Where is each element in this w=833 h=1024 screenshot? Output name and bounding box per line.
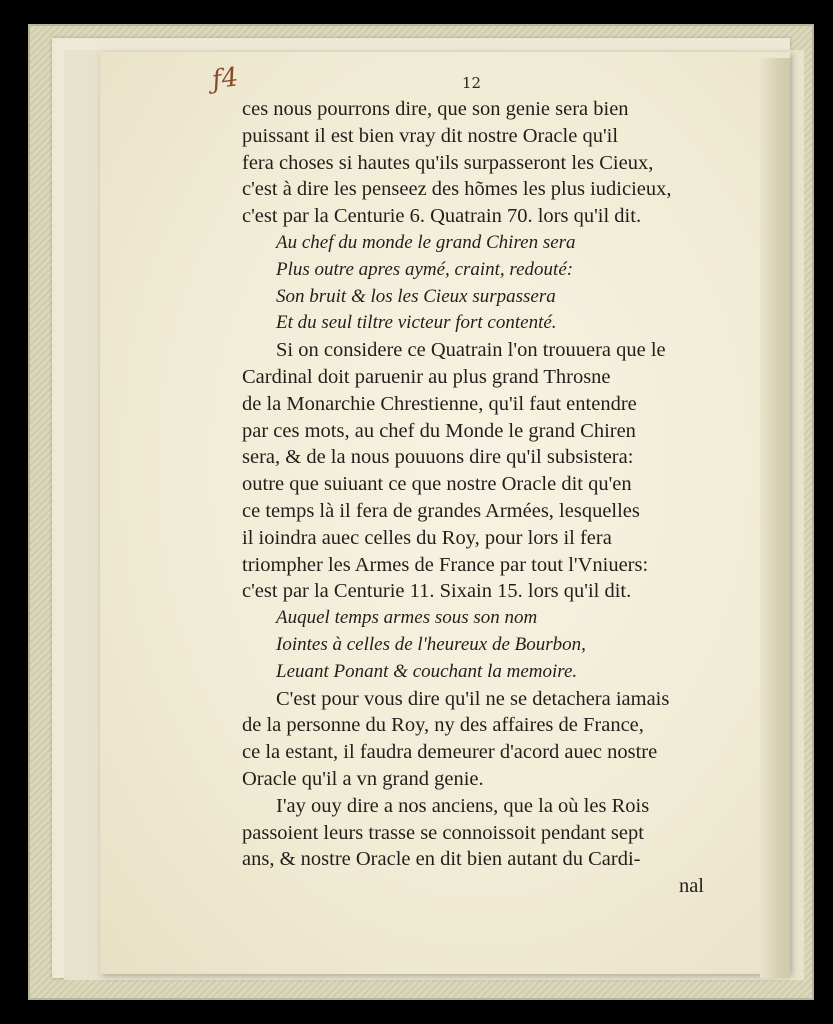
text-line: Cardinal doit paruenir au plus grand Throsne bbox=[242, 365, 611, 388]
text-line: de la personne du Roy, ny des affaires de France, bbox=[242, 714, 644, 737]
text-line: sera, & de la nous pouuons dire qu'il subsistera: bbox=[242, 446, 634, 469]
text-line: il ioindra auec celles du Roy, pour lors il fera bbox=[242, 526, 612, 549]
text-line: ans, & nostre Oracle en dit bien autant du Cardi- bbox=[242, 848, 641, 871]
page-number: 12 bbox=[462, 74, 482, 92]
verse-line: Son bruit & los les Cieux surpassera bbox=[276, 285, 556, 307]
text-line: outre que suiuant ce que nostre Oracle dit qu'en bbox=[242, 473, 632, 496]
text-line: fera choses si hautes qu'ils surpasseront les Cieux, bbox=[242, 151, 654, 174]
verse-line: Leuant Ponant & couchant la memoire. bbox=[276, 660, 578, 682]
text-line: ce la estant, il faudra demeurer d'acord auec nostre bbox=[242, 741, 658, 764]
page-text-block bbox=[242, 96, 712, 900]
text-line: c'est par la Centurie 11. Sixain 15. lors qu'il dit. bbox=[242, 580, 632, 603]
page-edge-shadow bbox=[760, 58, 790, 978]
verse-line: Auquel temps armes sous son nom bbox=[276, 607, 538, 629]
text-line: triompher les Armes de France par tout l'Vniuers: bbox=[242, 553, 649, 576]
verse-line: Au chef du monde le grand Chiren sera bbox=[276, 231, 576, 253]
verse-line: Iointes à celles de l'heureux de Bourbon, bbox=[276, 633, 586, 655]
text-line: C'est pour vous dire qu'il ne se detachera iamais bbox=[276, 687, 670, 710]
text-line: de la Monarchie Chrestienne, qu'il faut entendre bbox=[242, 392, 637, 415]
text-line: I'ay ouy dire a nos anciens, que la où les Rois bbox=[276, 794, 650, 817]
text-line: par ces mots, au chef du Monde le grand Chiren bbox=[242, 419, 636, 442]
text-line: Oracle qu'il a vn grand genie. bbox=[242, 767, 484, 790]
text-line: passoient leurs trasse se connoissoit pendant sept bbox=[242, 821, 644, 844]
text-line: ces nous pourrons dire, que son genie sera bien bbox=[242, 98, 629, 120]
text-line: puissant il est bien vray dit nostre Oracle qu'il bbox=[242, 124, 619, 147]
text-line: c'est par la Centurie 6. Quatrain 70. lors qu'il dit. bbox=[242, 205, 642, 228]
catchword: nal bbox=[678, 875, 704, 898]
verse-line: Plus outre apres aymé, craint, redouté: bbox=[276, 258, 574, 280]
text-line: c'est à dire les penseez des hõmes les plus iudicieux, bbox=[242, 178, 672, 201]
text-line: ce temps là il fera de grandes Armées, lesquelles bbox=[242, 499, 640, 522]
text-line: Si on considere ce Quatrain l'on trouuera que le bbox=[276, 339, 666, 362]
folio-annotation: ƒ4 bbox=[210, 62, 241, 96]
verse-line: Et du seul tiltre victeur fort contenté. bbox=[276, 312, 557, 334]
